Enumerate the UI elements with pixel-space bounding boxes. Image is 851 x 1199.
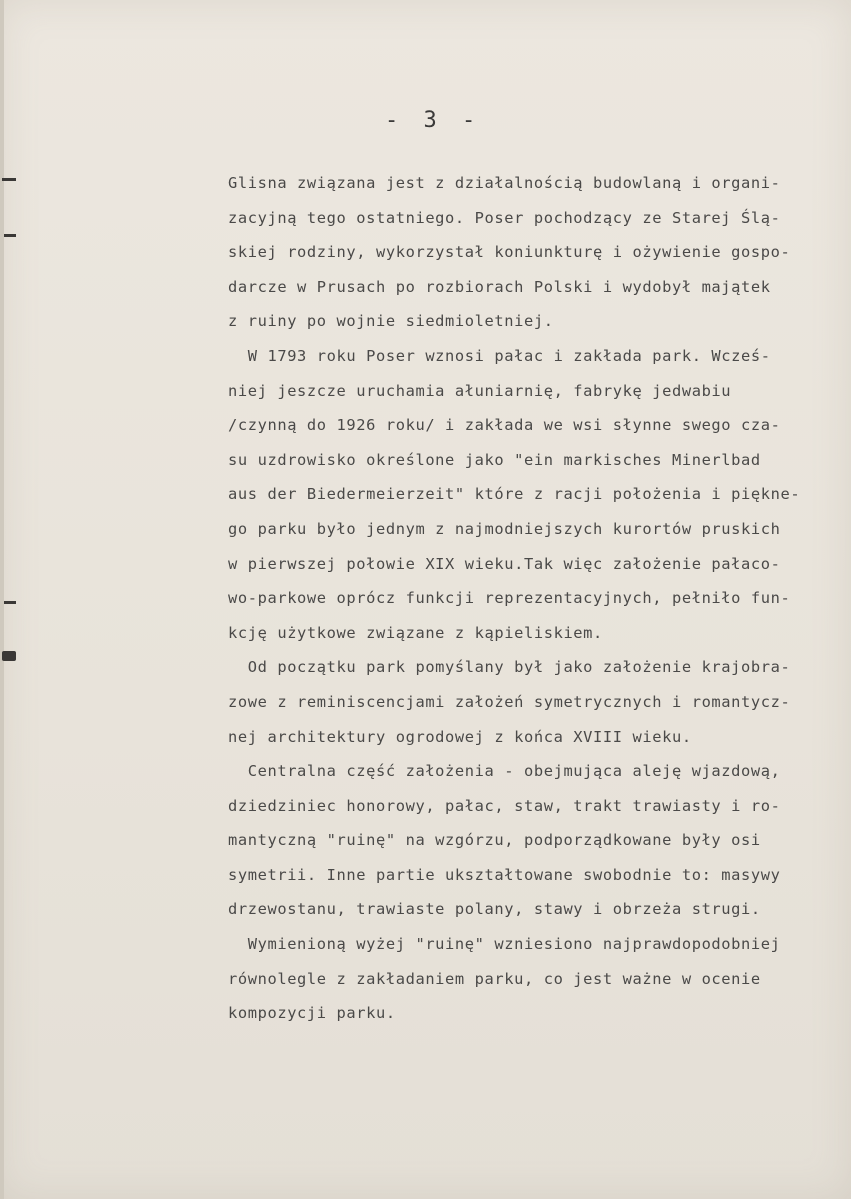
text-line: w pierwszej połowie XIX wieku.Tak więc założenie pałaco- <box>228 554 781 573</box>
text-line: go parku było jednym z najmodniejszych kurortów pruskich <box>228 519 781 538</box>
text-line: /czynną do 1926 roku/ i zakłada we wsi słynne swego cza- <box>228 416 781 435</box>
page-number: - 3 - <box>385 108 482 133</box>
text-line: równolegle z zakładaniem parku, co jest ważne w ocenie <box>228 969 761 988</box>
text-line: su uzdrowisko określone jako "ein markisches Minerlbad <box>228 450 761 469</box>
text-line: niej jeszcze uruchamia ałuniarnię, fabrykę jedwabiu <box>228 381 732 400</box>
text-line: dziedziniec honorowy, pałac, staw, trakt trawiasty i ro- <box>228 796 781 815</box>
text-line: kompozycji parku. <box>228 1004 396 1023</box>
paragraph-1 <box>228 166 828 339</box>
punch-mark <box>2 178 16 181</box>
text-line: symetrii. Inne partie ukształtowane swobodnie to: masywy <box>228 865 781 884</box>
text-line: kcję użytkowe związane z kąpieliskiem. <box>228 623 603 642</box>
text-line: zacyjną tego ostatniego. Poser pochodzący ze Starej Ślą- <box>228 208 781 227</box>
punch-mark <box>4 234 16 237</box>
text-line: Od początku park pomyślany był jako założenie krajobra- <box>228 658 791 677</box>
text-line: Centralna część założenia - obejmująca aleję wjazdową, <box>228 762 781 781</box>
text-line: darcze w Prusach po rozbiorach Polski i wydobył majątek <box>228 277 771 296</box>
text-line: Wymienioną wyżej "ruinę" wzniesiono najprawdopodobniej <box>228 935 781 954</box>
text-line: W 1793 roku Poser wznosi pałac i zakłada park. Wcześ- <box>228 346 771 365</box>
text-line: z ruiny po wojnie siedmioletniej. <box>228 312 554 331</box>
punch-mark <box>4 601 16 604</box>
paragraph-2 <box>228 339 828 650</box>
text-line: Glisna związana jest z działalnością budowlaną i organi- <box>228 174 781 192</box>
punch-mark <box>2 651 16 661</box>
text-line: aus der Biedermeierzeit" które z racji położenia i piękne- <box>228 485 801 504</box>
text-line: mantyczną "ruinę" na wzgórzu, podporządkowane były osi <box>228 831 761 850</box>
text-line: skiej rodziny, wykorzystał koniunkturę i ożywienie gospo- <box>228 243 791 262</box>
text-line: zowe z reminiscencjami założeń symetrycznych i romantycz- <box>228 692 791 711</box>
text-line: drzewostanu, trawiaste polany, stawy i obrzeża strugi. <box>228 900 761 919</box>
text-line: wo-parkowe oprócz funkcji reprezentacyjnych, pełniło fun- <box>228 589 791 608</box>
paragraph-3 <box>228 650 828 754</box>
paragraph-4 <box>228 754 828 927</box>
text-line: nej architektury ogrodowej z końca XVIII wieku. <box>228 727 692 746</box>
document-body <box>228 166 828 1031</box>
paragraph-5 <box>228 927 828 1031</box>
